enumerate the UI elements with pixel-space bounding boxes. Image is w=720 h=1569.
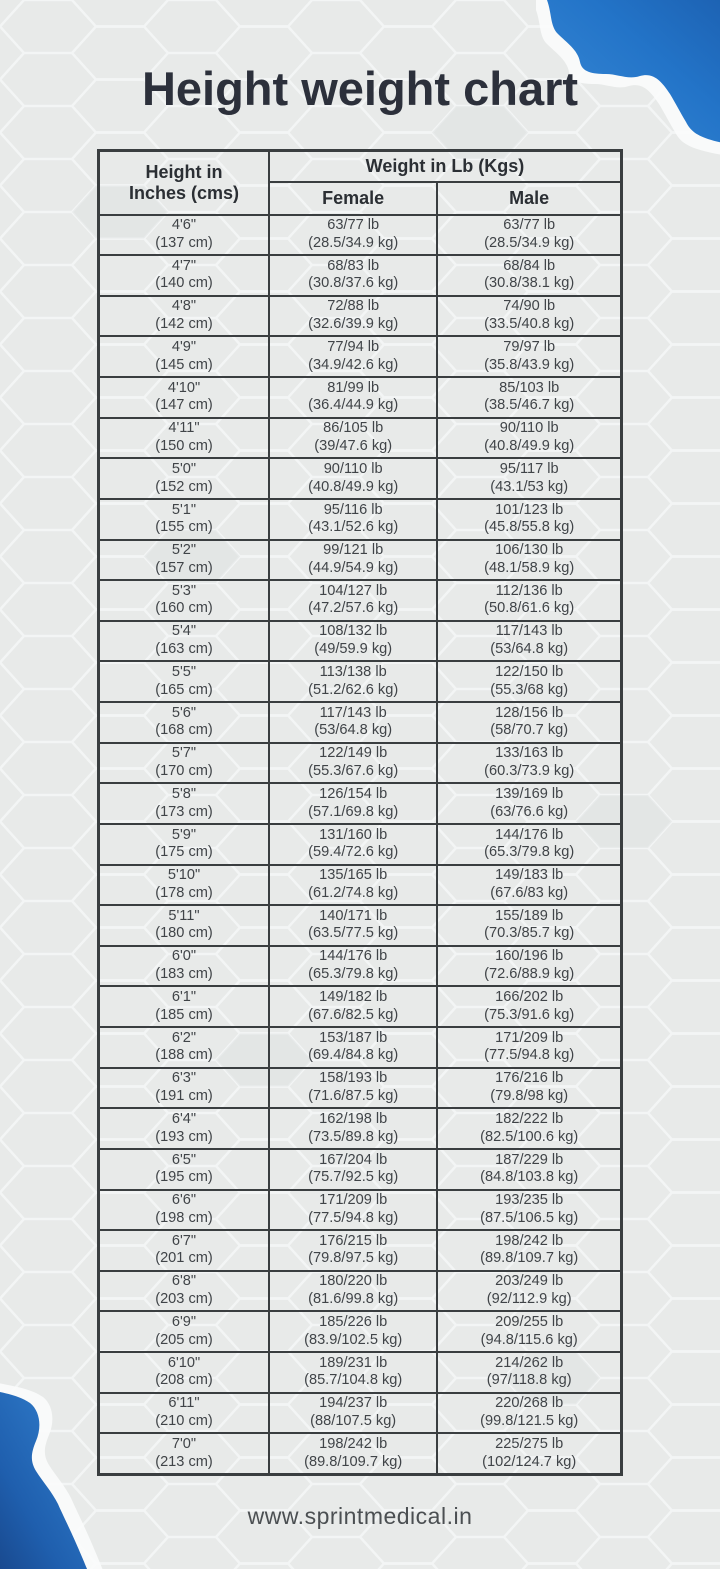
height-weight-table — [97, 149, 623, 1476]
table-row — [99, 1149, 622, 1190]
table-row — [99, 905, 622, 946]
female-weight-cell: 158/193 lb (71.6/87.5 kg) — [269, 1068, 437, 1109]
header-group-row — [99, 151, 622, 182]
male-weight-cell: 171/209 lb (77.5/94.8 kg) — [437, 1027, 621, 1068]
height-cell: 4'11" (150 cm) — [99, 418, 269, 459]
male-weight-cell: 106/130 lb (48.1/58.9 kg) — [437, 540, 621, 581]
male-weight-cell: 117/143 lb (53/64.8 kg) — [437, 621, 621, 662]
table-row — [99, 540, 622, 581]
female-weight-cell: 135/165 lb (61.2/74.8 kg) — [269, 865, 437, 906]
female-weight-cell: 117/143 lb (53/64.8 kg) — [269, 702, 437, 743]
female-weight-cell: 180/220 lb (81.6/99.8 kg) — [269, 1271, 437, 1312]
table-row — [99, 783, 622, 824]
table-row — [99, 1352, 622, 1393]
male-weight-cell: 133/163 lb (60.3/73.9 kg) — [437, 743, 621, 784]
table-row — [99, 1433, 622, 1474]
height-cell: 6'11" (210 cm) — [99, 1393, 269, 1434]
male-weight-cell: 214/262 lb (97/118.8 kg) — [437, 1352, 621, 1393]
female-weight-cell: 63/77 lb (28.5/34.9 kg) — [269, 215, 437, 256]
female-weight-cell: 189/231 lb (85.7/104.8 kg) — [269, 1352, 437, 1393]
table-row — [99, 986, 622, 1027]
table-row — [99, 1108, 622, 1149]
male-weight-cell: 95/117 lb (43.1/53 kg) — [437, 458, 621, 499]
height-cell: 5'10" (178 cm) — [99, 865, 269, 906]
female-weight-cell: 198/242 lb (89.8/109.7 kg) — [269, 1433, 437, 1474]
table-row — [99, 1230, 622, 1271]
height-cell: 6'2" (188 cm) — [99, 1027, 269, 1068]
table-row — [99, 743, 622, 784]
female-weight-cell: 90/110 lb (40.8/49.9 kg) — [269, 458, 437, 499]
table-row — [99, 336, 622, 377]
height-cell: 5'9" (175 cm) — [99, 824, 269, 865]
male-weight-cell: 144/176 lb (65.3/79.8 kg) — [437, 824, 621, 865]
male-weight-cell: 112/136 lb (50.8/61.6 kg) — [437, 580, 621, 621]
height-cell: 5'1" (155 cm) — [99, 499, 269, 540]
male-weight-cell: 220/268 lb (99.8/121.5 kg) — [437, 1393, 621, 1434]
height-cell: 5'3" (160 cm) — [99, 580, 269, 621]
page-title: Height weight chart — [141, 62, 579, 115]
female-weight-cell: 108/132 lb (49/59.9 kg) — [269, 621, 437, 662]
female-weight-cell: 126/154 lb (57.1/69.8 kg) — [269, 783, 437, 824]
male-weight-cell: 198/242 lb (89.8/109.7 kg) — [437, 1230, 621, 1271]
table-row — [99, 865, 622, 906]
female-weight-cell: 185/226 lb (83.9/102.5 kg) — [269, 1311, 437, 1352]
table-row — [99, 621, 622, 662]
female-weight-cell: 81/99 lb (36.4/44.9 kg) — [269, 377, 437, 418]
height-cell: 4'8" (142 cm) — [99, 296, 269, 337]
height-cell: 5'4" (163 cm) — [99, 621, 269, 662]
table-row — [99, 946, 622, 987]
height-cell: 6'5" (195 cm) — [99, 1149, 269, 1190]
female-weight-cell: 176/215 lb (79.8/97.5 kg) — [269, 1230, 437, 1271]
table-body — [99, 215, 622, 1475]
female-weight-cell: 171/209 lb (77.5/94.8 kg) — [269, 1190, 437, 1231]
female-weight-cell: 144/176 lb (65.3/79.8 kg) — [269, 946, 437, 987]
table-row — [99, 661, 622, 702]
table-row — [99, 1393, 622, 1434]
female-weight-cell: 95/116 lb (43.1/52.6 kg) — [269, 499, 437, 540]
male-weight-cell: 176/216 lb (79.8/98 kg) — [437, 1068, 621, 1109]
table-row — [99, 255, 622, 296]
female-weight-cell: 99/121 lb (44.9/54.9 kg) — [269, 540, 437, 581]
table-row — [99, 1271, 622, 1312]
male-weight-cell: 225/275 lb (102/124.7 kg) — [437, 1433, 621, 1474]
table-row — [99, 824, 622, 865]
height-cell: 6'7" (201 cm) — [99, 1230, 269, 1271]
height-cell: 5'2" (157 cm) — [99, 540, 269, 581]
table-row — [99, 1311, 622, 1352]
height-cell: 5'0" (152 cm) — [99, 458, 269, 499]
male-weight-cell: 149/183 lb (67.6/83 kg) — [437, 865, 621, 906]
table-row — [99, 1190, 622, 1231]
table-row — [99, 296, 622, 337]
male-weight-cell: 160/196 lb (72.6/88.9 kg) — [437, 946, 621, 987]
female-weight-cell: 167/204 lb (75.7/92.5 kg) — [269, 1149, 437, 1190]
male-weight-cell: 155/189 lb (70.3/85.7 kg) — [437, 905, 621, 946]
table-row — [99, 1068, 622, 1109]
male-weight-cell: 139/169 lb (63/76.6 kg) — [437, 783, 621, 824]
female-weight-cell: 194/237 lb (88/107.5 kg) — [269, 1393, 437, 1434]
male-weight-cell: 68/84 lb (30.8/38.1 kg) — [437, 255, 621, 296]
male-weight-cell: 90/110 lb (40.8/49.9 kg) — [437, 418, 621, 459]
male-weight-cell: 209/255 lb (94.8/115.6 kg) — [437, 1311, 621, 1352]
height-cell: 5'6" (168 cm) — [99, 702, 269, 743]
male-weight-cell: 128/156 lb (58/70.7 kg) — [437, 702, 621, 743]
website-url: www.sprintmedical.in — [247, 1503, 473, 1529]
height-cell: 7'0" (213 cm) — [99, 1433, 269, 1474]
male-weight-cell: 187/229 lb (84.8/103.8 kg) — [437, 1149, 621, 1190]
height-cell: 4'6" (137 cm) — [99, 215, 269, 256]
female-weight-cell: 77/94 lb (34.9/42.6 kg) — [269, 336, 437, 377]
height-cell: 6'3" (191 cm) — [99, 1068, 269, 1109]
table-row — [99, 702, 622, 743]
female-weight-cell: 113/138 lb (51.2/62.6 kg) — [269, 661, 437, 702]
female-weight-cell: 131/160 lb (59.4/72.6 kg) — [269, 824, 437, 865]
height-cell: 5'5" (165 cm) — [99, 661, 269, 702]
female-weight-cell: 68/83 lb (30.8/37.6 kg) — [269, 255, 437, 296]
male-weight-cell: 63/77 lb (28.5/34.9 kg) — [437, 215, 621, 256]
height-cell: 6'9" (205 cm) — [99, 1311, 269, 1352]
female-weight-cell: 153/187 lb (69.4/84.8 kg) — [269, 1027, 437, 1068]
height-cell: 6'6" (198 cm) — [99, 1190, 269, 1231]
height-cell: 4'7" (140 cm) — [99, 255, 269, 296]
table-row — [99, 377, 622, 418]
female-weight-cell: 72/88 lb (32.6/39.9 kg) — [269, 296, 437, 337]
height-cell: 6'0" (183 cm) — [99, 946, 269, 987]
height-header-line1: Height in — [145, 161, 223, 182]
height-cell: 4'10" (147 cm) — [99, 377, 269, 418]
male-weight-cell: 74/90 lb (33.5/40.8 kg) — [437, 296, 621, 337]
female-weight-cell: 149/182 lb (67.6/82.5 kg) — [269, 986, 437, 1027]
table-row — [99, 1027, 622, 1068]
table-row — [99, 418, 622, 459]
female-weight-cell: 122/149 lb (55.3/67.6 kg) — [269, 743, 437, 784]
height-header-line2: Inches (cms) — [128, 182, 240, 203]
female-weight-cell: 162/198 lb (73.5/89.8 kg) — [269, 1108, 437, 1149]
male-weight-cell: 101/123 lb (45.8/55.8 kg) — [437, 499, 621, 540]
table-row — [99, 215, 622, 256]
male-weight-cell: 79/97 lb (35.8/43.9 kg) — [437, 336, 621, 377]
male-column-header: Male — [437, 182, 621, 215]
height-cell: 5'11" (180 cm) — [99, 905, 269, 946]
male-weight-cell: 166/202 lb (75.3/91.6 kg) — [437, 986, 621, 1027]
male-weight-cell: 203/249 lb (92/112.9 kg) — [437, 1271, 621, 1312]
female-weight-cell: 140/171 lb (63.5/77.5 kg) — [269, 905, 437, 946]
height-cell: 5'7" (170 cm) — [99, 743, 269, 784]
height-cell: 6'10" (208 cm) — [99, 1352, 269, 1393]
weight-group-header: Weight in Lb (Kgs) — [269, 151, 622, 182]
height-cell: 5'8" (173 cm) — [99, 783, 269, 824]
table-header — [99, 151, 622, 215]
male-weight-cell: 193/235 lb (87.5/106.5 kg) — [437, 1190, 621, 1231]
table-row — [99, 580, 622, 621]
height-cell: 6'1" (185 cm) — [99, 986, 269, 1027]
male-weight-cell: 122/150 lb (55.3/68 kg) — [437, 661, 621, 702]
height-cell: 4'9" (145 cm) — [99, 336, 269, 377]
height-column-header — [99, 151, 269, 215]
height-cell: 6'4" (193 cm) — [99, 1108, 269, 1149]
table-row — [99, 499, 622, 540]
male-weight-cell: 85/103 lb (38.5/46.7 kg) — [437, 377, 621, 418]
male-weight-cell: 182/222 lb (82.5/100.6 kg) — [437, 1108, 621, 1149]
table-row — [99, 458, 622, 499]
height-cell: 6'8" (203 cm) — [99, 1271, 269, 1312]
female-weight-cell: 104/127 lb (47.2/57.6 kg) — [269, 580, 437, 621]
female-column-header: Female — [269, 182, 437, 215]
female-weight-cell: 86/105 lb (39/47.6 kg) — [269, 418, 437, 459]
